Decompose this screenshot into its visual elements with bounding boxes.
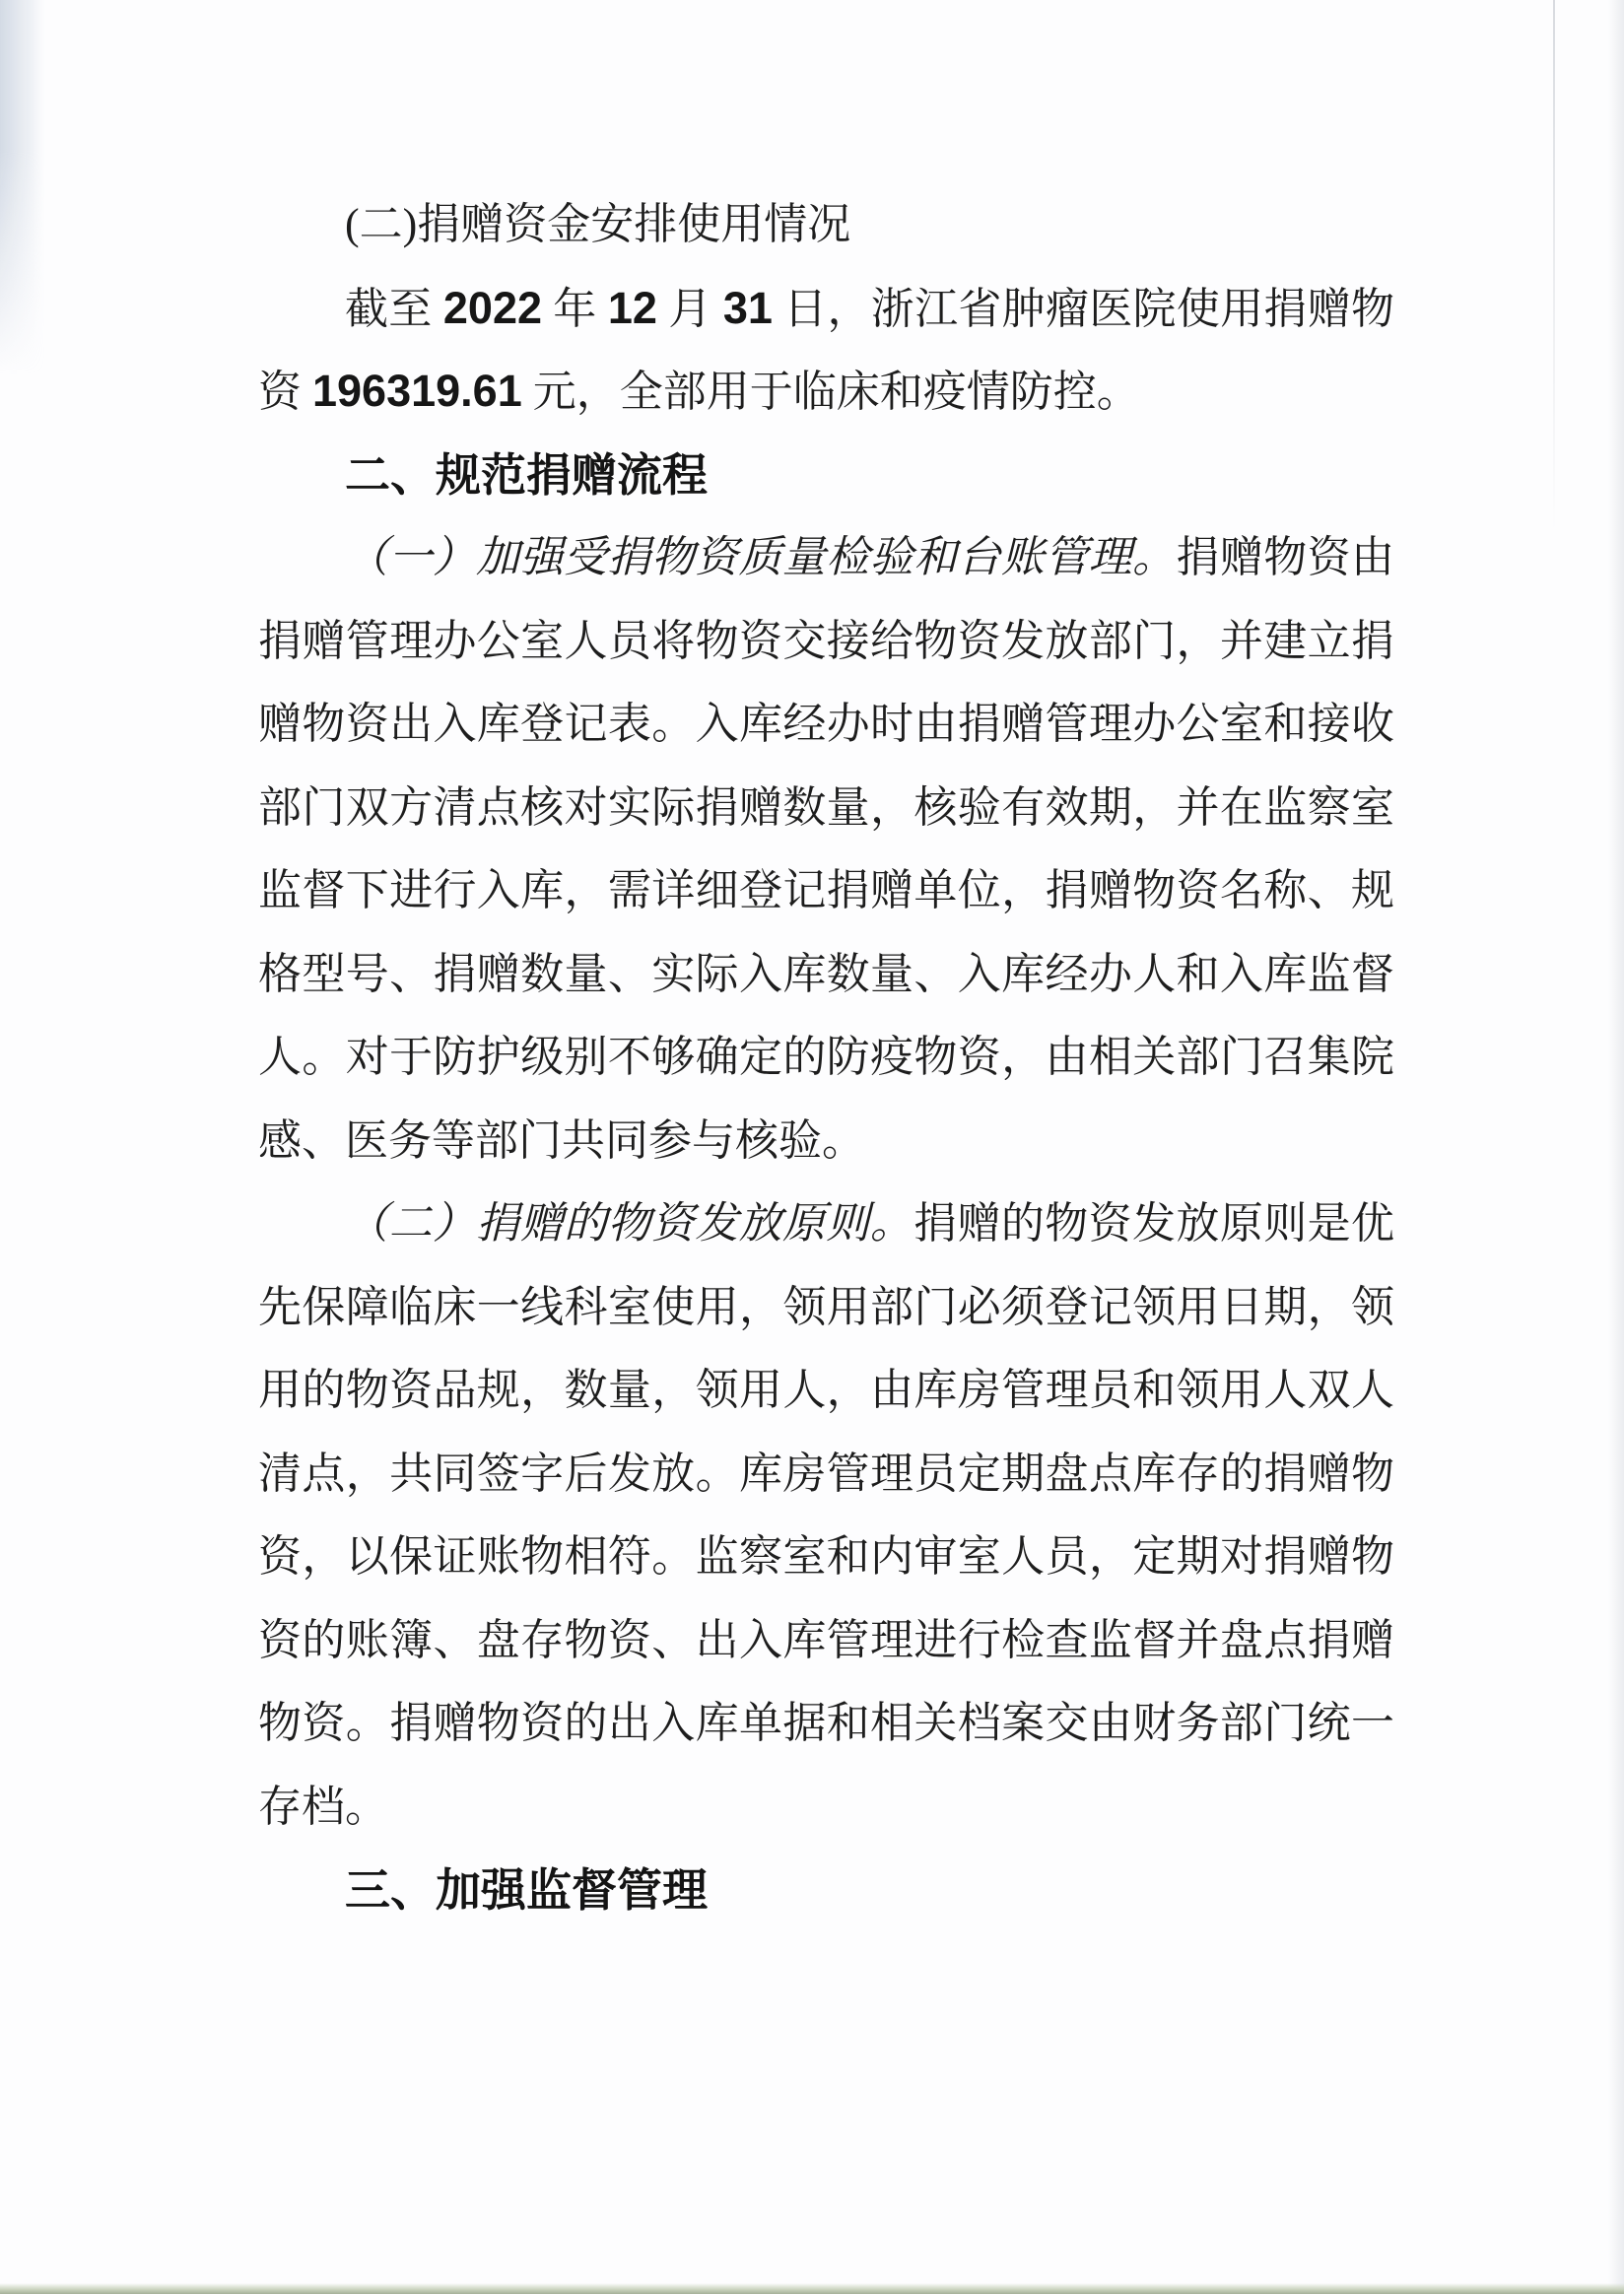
- text-segment: 清点，共同签字后发放。库房管理员定期盘点库存的捐赠物: [258, 1449, 1394, 1498]
- document-text-block: [258, 183, 1394, 1932]
- text-segment: 资: [258, 368, 312, 416]
- paragraph-funds-line-1: [258, 267, 1394, 351]
- text-segment: 元，全部用于临床和疫情防控。: [521, 368, 1140, 416]
- paragraph-item-two-line-2: [258, 1266, 1394, 1350]
- text-segment: 先保障临床一线科室使用，领用部门必须登记领用日期，领: [258, 1282, 1394, 1331]
- paragraph-item-two-line-3: [258, 1349, 1394, 1433]
- item-two-lead-text: （二）捐赠的物资发放原则。: [345, 1199, 914, 1248]
- scan-bottom-edge-strip: [0, 2283, 1624, 2294]
- paragraph-item-one-line-5: [258, 849, 1394, 933]
- month-value: 12: [607, 282, 657, 333]
- text-segment: 资，以保证账物相符。监察室和内审室人员，定期对捐赠物: [258, 1532, 1394, 1581]
- paragraph-funds-line-2: [258, 350, 1394, 434]
- paragraph-item-one-line-3: [258, 683, 1394, 767]
- text-segment: 捐赠物资由: [1176, 533, 1394, 581]
- paragraph-item-two-line-5: [258, 1516, 1394, 1599]
- day-value: 31: [722, 282, 773, 333]
- scan-right-edge-shade: [1608, 0, 1624, 2294]
- year-value: 2022: [442, 282, 542, 333]
- paragraph-item-one-line-8: [258, 1100, 1394, 1183]
- paragraph-item-two-line-1: [258, 1182, 1394, 1266]
- paragraph-item-one-line-7: [258, 1016, 1394, 1100]
- text-segment: 格型号、捐赠数量、实际入库数量、入库经办人和入库监督: [258, 949, 1394, 998]
- text-segment: 部门双方清点核对实际捐赠数量，核验有效期，并在监察室: [258, 782, 1394, 832]
- subheading-donation-funds-usage: [258, 183, 1394, 267]
- paragraph-item-two-line-8: [258, 1766, 1394, 1850]
- text-segment: 资的账簿、盘存物资、出入库管理进行检查监督并盘点捐赠: [258, 1615, 1394, 1664]
- text-segment: 年: [542, 284, 608, 333]
- text-segment: 人。对于防护级别不够确定的防疫物资，由相关部门召集院: [258, 1033, 1394, 1081]
- item-one-lead-text: （一）加强受捐物资质量检验和台账管理。: [345, 533, 1177, 581]
- heading-standardize-donation-process: [258, 434, 1394, 517]
- paragraph-item-two-line-7: [258, 1682, 1394, 1766]
- text-segment: 捐赠的物资发放原则是优: [914, 1199, 1394, 1248]
- paragraph-item-one-line-6: [258, 933, 1394, 1017]
- heading-text: 二、规范捐赠流程: [345, 448, 708, 501]
- text-segment: 存档。: [258, 1782, 388, 1831]
- scan-left-edge-shadow: [0, 0, 51, 374]
- paragraph-item-one-line-4: [258, 767, 1394, 850]
- text-segment: (二)捐赠资金安排使用情况: [345, 200, 851, 248]
- text-segment: 赠物资出入库登记表。入库经办时由捐赠管理办公室和接收: [258, 700, 1394, 748]
- text-segment: 截至: [345, 284, 443, 333]
- heading-strengthen-supervision: [258, 1849, 1394, 1932]
- amount-value: 196319.61: [312, 366, 522, 416]
- text-segment: 用的物资品规，数量，领用人，由库房管理员和领用人双人: [258, 1366, 1394, 1414]
- paragraph-item-one-line-2: [258, 600, 1394, 684]
- text-segment: 日，浙江省肿瘤医院使用捐赠物: [772, 284, 1394, 333]
- heading-text: 三、加强监督管理: [345, 1864, 708, 1916]
- paragraph-item-two-line-4: [258, 1433, 1394, 1517]
- text-segment: 月: [656, 284, 723, 333]
- text-segment: 捐赠管理办公室人员将物资交接给物资发放部门，并建立捐: [258, 616, 1394, 665]
- paragraph-item-one-line-1: [258, 516, 1394, 600]
- text-segment: 物资。捐赠物资的出入库单据和相关档案交由财务部门统一: [258, 1699, 1394, 1747]
- text-segment: 监督下进行入库，需详细登记捐赠单位，捐赠物资名称、规: [258, 866, 1394, 914]
- text-segment: 感、医务等部门共同参与核验。: [258, 1115, 865, 1165]
- scan-right-edge-line: [1553, 0, 1555, 532]
- paragraph-item-two-line-6: [258, 1599, 1394, 1683]
